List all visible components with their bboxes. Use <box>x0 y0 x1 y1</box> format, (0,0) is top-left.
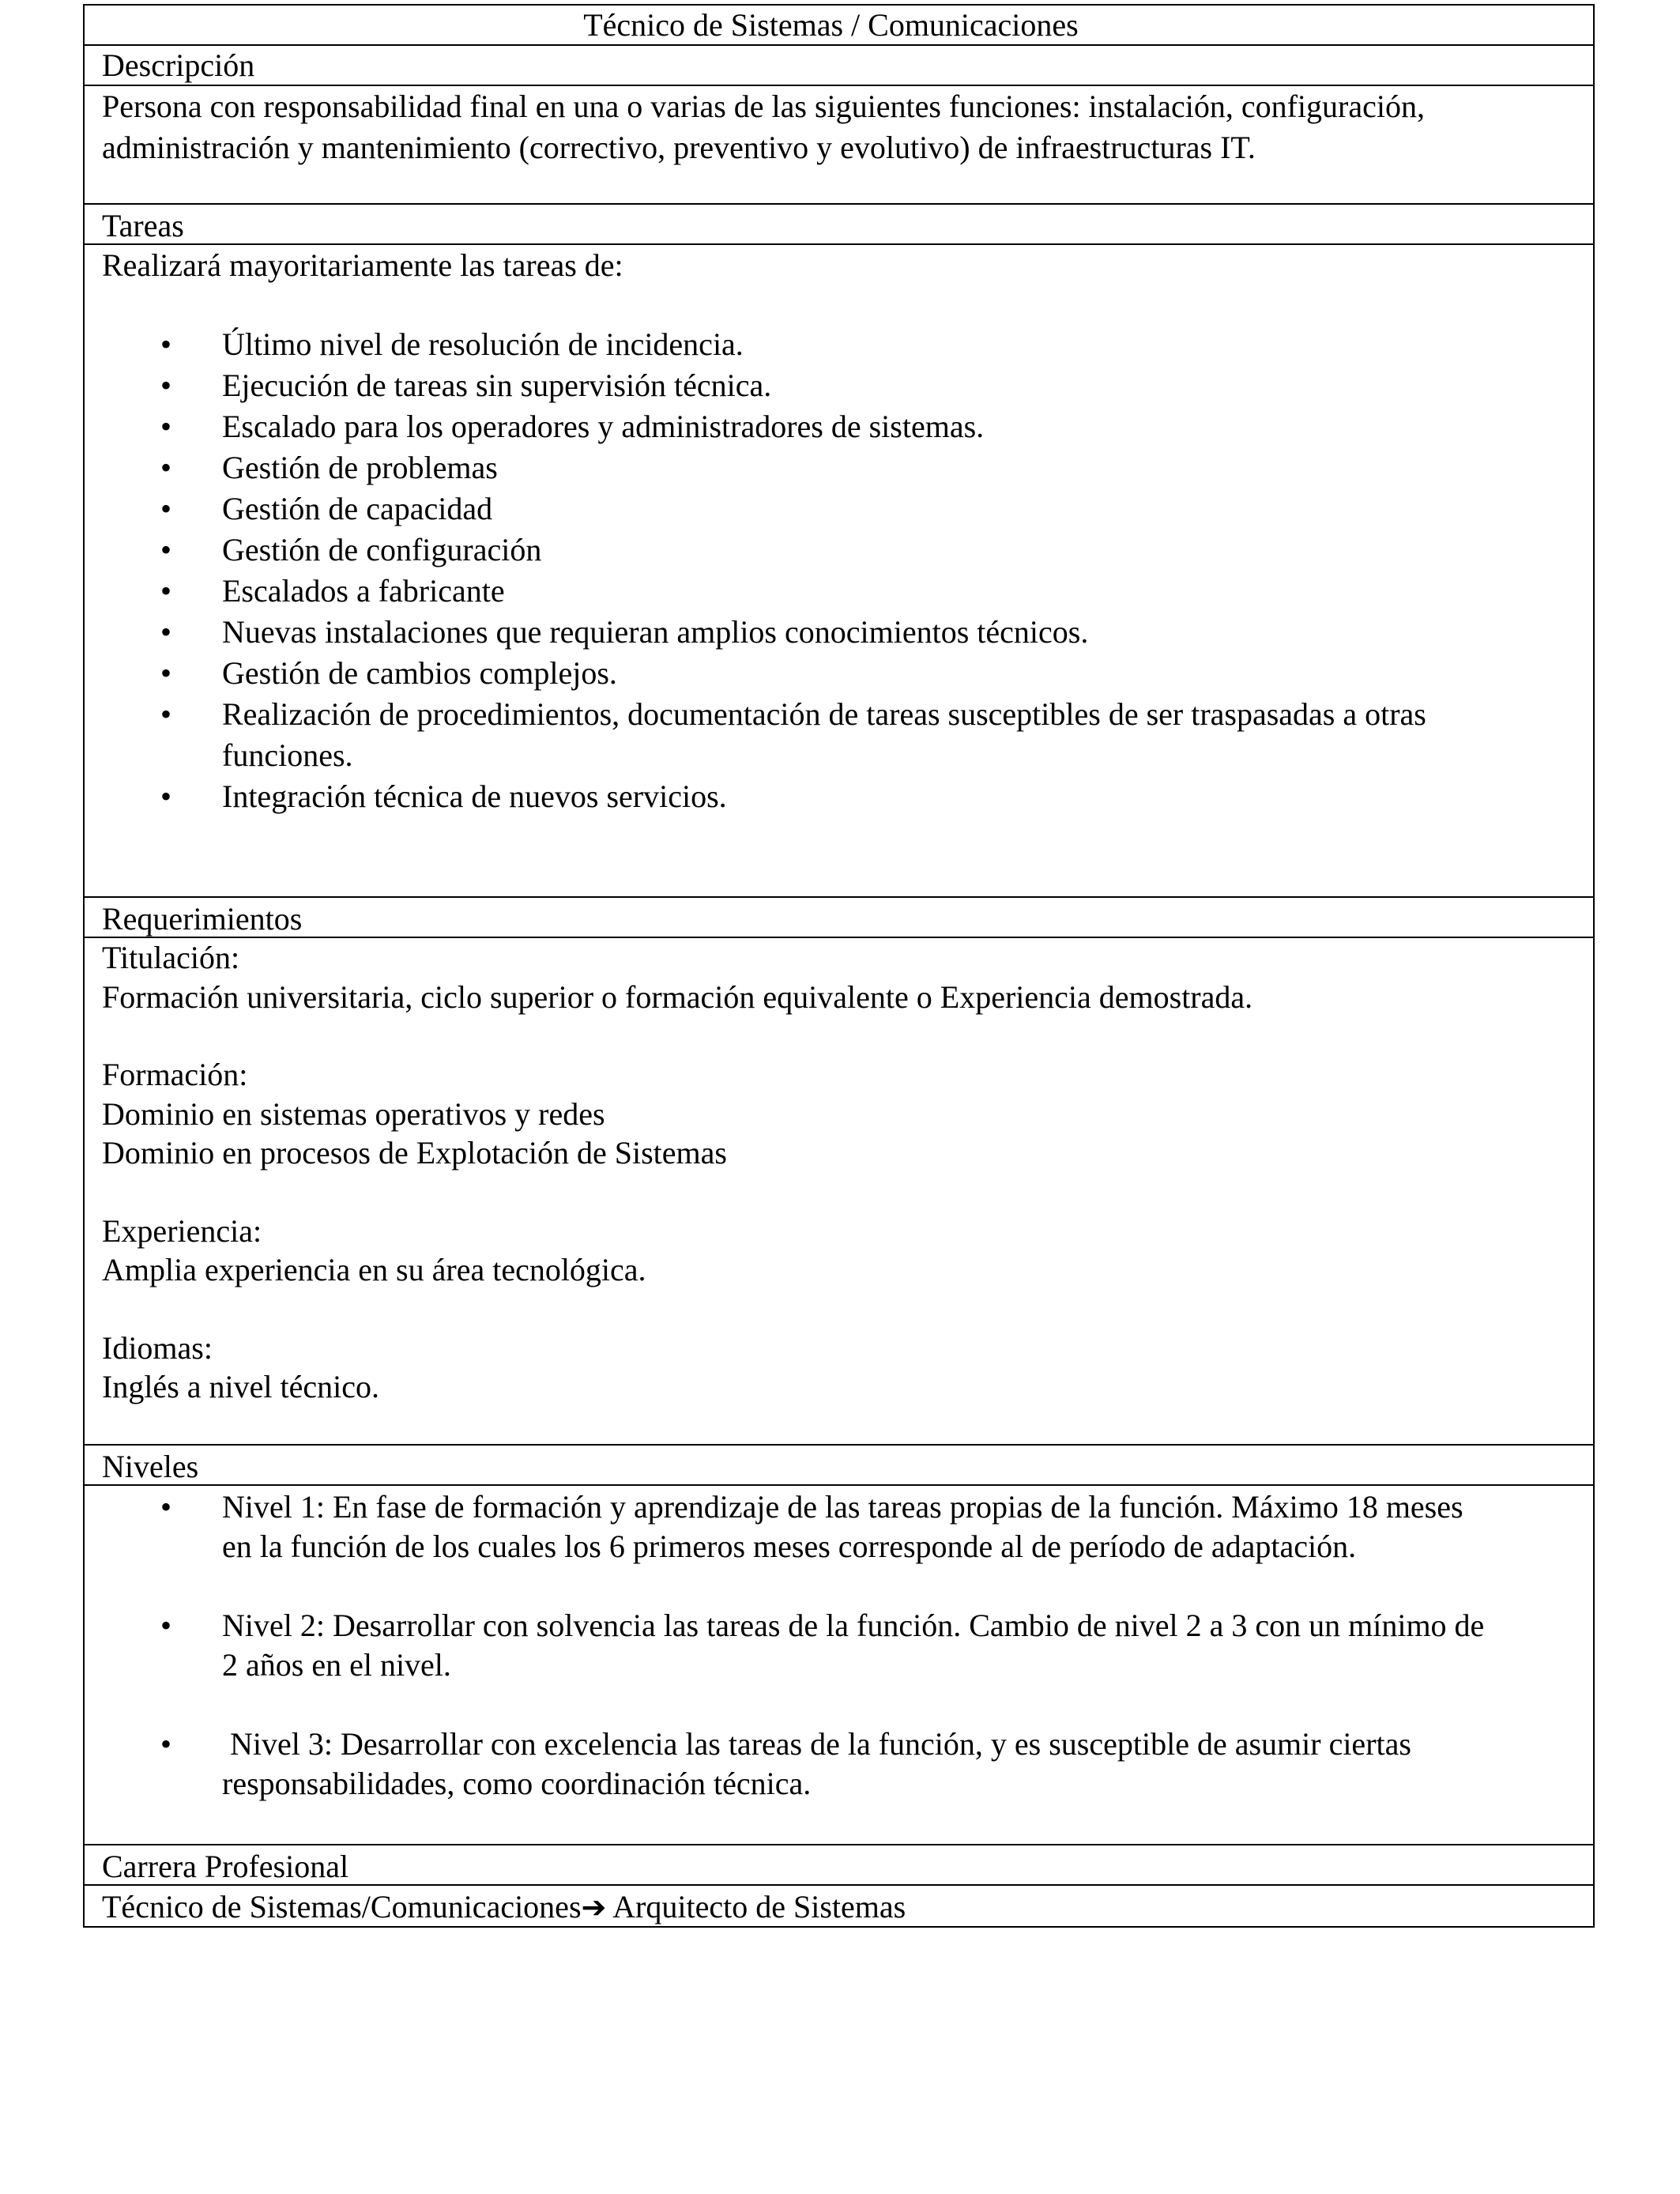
list-item: • Nuevas instalaciones que requieran amplios conocimientos técnicos. <box>102 612 1577 653</box>
list-item: • Nivel 1: En fase de formación y aprendizaje de las tareas propias de la función. Máximo 18 meses en la función de los cuales los 6 primeros meses corresponde al de período de adaptación. <box>160 1489 1463 1564</box>
tareas-list <box>102 324 1577 817</box>
document-title: Técnico de Sistemas / Comunicaciones <box>85 6 1593 46</box>
bullet-icon: • <box>160 1489 172 1525</box>
bullet-icon: • <box>160 532 172 567</box>
titulacion-label: Titulación: <box>102 940 240 975</box>
list-item: • Realización de procedimientos, documentación de tareas susceptibles de ser traspasadas a otras funciones. <box>102 694 1577 776</box>
carrera-header: Carrera Profesional <box>85 1845 1593 1886</box>
carrera-from: Técnico de Sistemas/Comunicaciones <box>102 1889 582 1924</box>
bullet-icon: • <box>160 368 172 403</box>
spacer <box>102 1290 1577 1329</box>
descripcion-header: Descripción <box>85 46 1593 86</box>
bullet-icon: • <box>160 1726 172 1762</box>
formacion-label: Formación: <box>102 1057 248 1092</box>
bullet-icon: • <box>160 655 172 691</box>
list-item: • Gestión de cambios complejos. <box>102 653 1577 694</box>
niveles-body <box>85 1486 1593 1845</box>
list-item: • Ejecución de tareas sin supervisión técnica. <box>102 365 1577 406</box>
titulacion-text: Formación universitaria, ciclo superior o formación equivalente o Experiencia demostrada. <box>102 978 1253 1015</box>
niveles-list <box>102 1487 1577 1804</box>
list-item: • Integración técnica de nuevos servicios. <box>102 776 1577 817</box>
formacion-line-2: Dominio en procesos de Explotación de Sistemas <box>102 1135 727 1171</box>
spacer <box>102 286 1577 324</box>
tareas-header: Tareas <box>85 205 1593 245</box>
formacion-line-1: Dominio en sistemas operativos y redes <box>102 1095 605 1132</box>
experiencia-text: Amplia experiencia en su área tecnológica. <box>102 1252 646 1287</box>
bullet-icon: • <box>160 696 172 732</box>
carrera-path <box>85 1886 1593 1926</box>
list-item: • Gestión de problemas <box>102 447 1577 488</box>
experiencia-label: Experiencia: <box>102 1212 262 1249</box>
bullet-icon: • <box>160 409 172 444</box>
bullet-icon: • <box>160 1608 172 1643</box>
spacer <box>102 1173 1577 1212</box>
requerimientos-header: Requerimientos <box>85 898 1593 938</box>
tareas-body <box>85 245 1593 898</box>
requerimientos-body <box>85 938 1593 1446</box>
list-item: • Último nivel de resolución de incidencia. <box>102 324 1577 365</box>
bullet-icon: • <box>160 326 172 362</box>
arrow-right-icon: ➔ <box>581 1890 607 1924</box>
carrera-to: Arquitecto de Sistemas <box>606 1889 906 1924</box>
list-item: • Escalado para los operadores y administradores de sistemas. <box>102 406 1577 447</box>
list-item: • Escalados a fabricante <box>102 571 1577 612</box>
idiomas-text: Inglés a nivel técnico. <box>102 1369 379 1404</box>
bullet-icon: • <box>160 491 172 526</box>
list-item: • Gestión de configuración <box>102 530 1577 571</box>
idiomas-label: Idiomas: <box>102 1329 213 1366</box>
list-item: • Nivel 3: Desarrollar con excelencia las tareas de la función, y es susceptible de asumir ciertas responsabilidades, como coordinación técnica. <box>160 1726 1411 1801</box>
job-profile-table <box>83 4 1595 1928</box>
niveles-header: Niveles <box>85 1446 1593 1486</box>
descripcion-body <box>85 86 1593 205</box>
bullet-icon: • <box>160 573 172 609</box>
spacer <box>102 1016 1577 1055</box>
tareas-intro: Realizará mayoritariamente las tareas de: <box>102 247 623 283</box>
list-item: • Gestión de capacidad <box>102 488 1577 530</box>
list-item: • Nivel 2: Desarrollar con solvencia las tareas de la función. Cambio de nivel 2 a 3 con un mínimo de 2 años en el nivel. <box>160 1608 1485 1683</box>
bullet-icon: • <box>160 778 172 814</box>
bullet-icon: • <box>160 614 172 650</box>
descripcion-line-1: Persona con responsabilidad final en una o varias de las siguientes funciones: instalación, configuración, <box>102 89 1425 124</box>
bullet-icon: • <box>160 450 172 485</box>
descripcion-line-2: administración y mantenimiento (correctivo, preventivo y evolutivo) de infraestructuras IT. <box>102 130 1256 165</box>
